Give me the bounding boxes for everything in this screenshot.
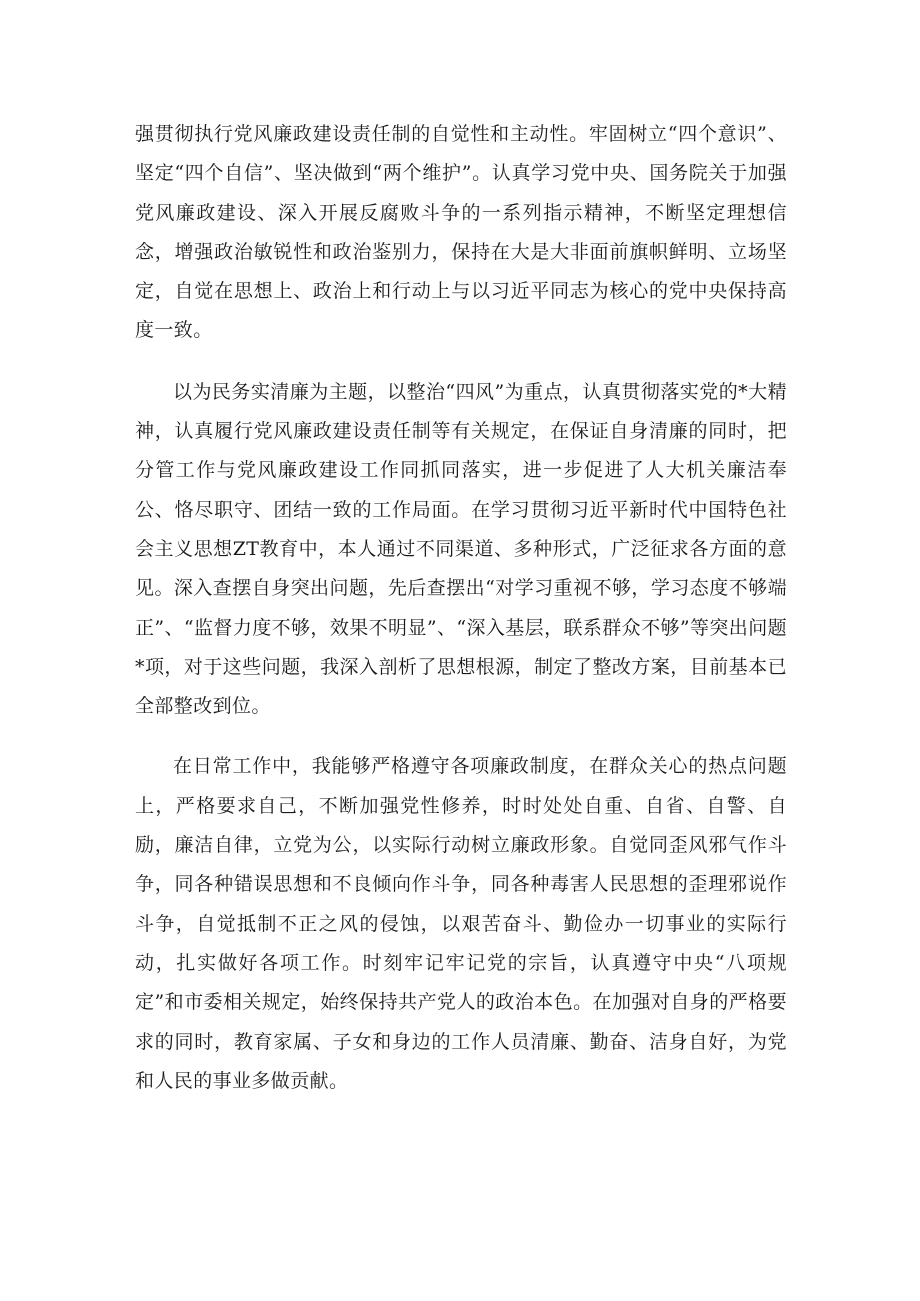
paragraph-3: 在日常工作中，我能够严格遵守各项廉政制度，在群众关心的热点问题上，严格要求自己，不断加强党性修养，时时处处自重、自省、自警、自励，廉洁自律，立党为公，以实际行动树立廉政形象。自觉同歪风邪气作斗争，同各种错误思想和不良倾向作斗争，同各种毒害人民思想的歪理邪说作斗争，自觉抵制不正之风的侵蚀，以艰苦奋斗、勤俭办一切事业的实际行动，扎实做好各项工作。时刻牢记牢记党的宗旨，认真遵守中央“八项规定”和市委相关规定，始终保持共产党人的政治本色。在加强对自身的严格要求的同时，教育家属、子女和身边的工作人员清廉、勤奋、洁身自好，为党和人民的事业多做贡献。	[135, 755, 787, 1092]
paragraph-1: 强贯彻执行党风廉政建设责任制的自觉性和主动性。牢固树立“四个意识”、坚定“四个自信”、坚决做到“两个维护”。认真学习党中央、国务院关于加强党风廉政建设、深入开展反腐败斗争的一系列指示精神，不断坚定理想信念，增强政治敏锐性和政治鉴别力，保持在大是大非面前旗帜鲜明、立场坚定，自觉在思想上、政治上和行动上与以习近平同志为核心的党中央保持高度一致。	[135, 123, 787, 342]
paragraph-2: 以为民务实清廉为主题，以整治“四风”为重点，认真贯彻落实党的*大精神，认真履行党风廉政建设责任制等有关规定，在保证自身清廉的同时，把分管工作与党风廉政建设工作同抓同落实，进一步促进了人大机关廉洁奉公、恪尽职守、团结一致的工作局面。在学习贯彻习近平新时代中国特色社会主义思想ZT教育中，本人通过不同渠道、多种形式，广泛征求各方面的意见。深入查摆自身突出问题，先后查摆出“对学习重视不够，学习态度不够端正”、“监督力度不够，效果不明显”、“深入基层，联系群众不够”等突出问题*项，对于这些问题，我深入剖析了思想根源，制定了整改方案，目前基本已全部整改到位。	[135, 380, 787, 718]
document-body	[135, 115, 787, 1101]
